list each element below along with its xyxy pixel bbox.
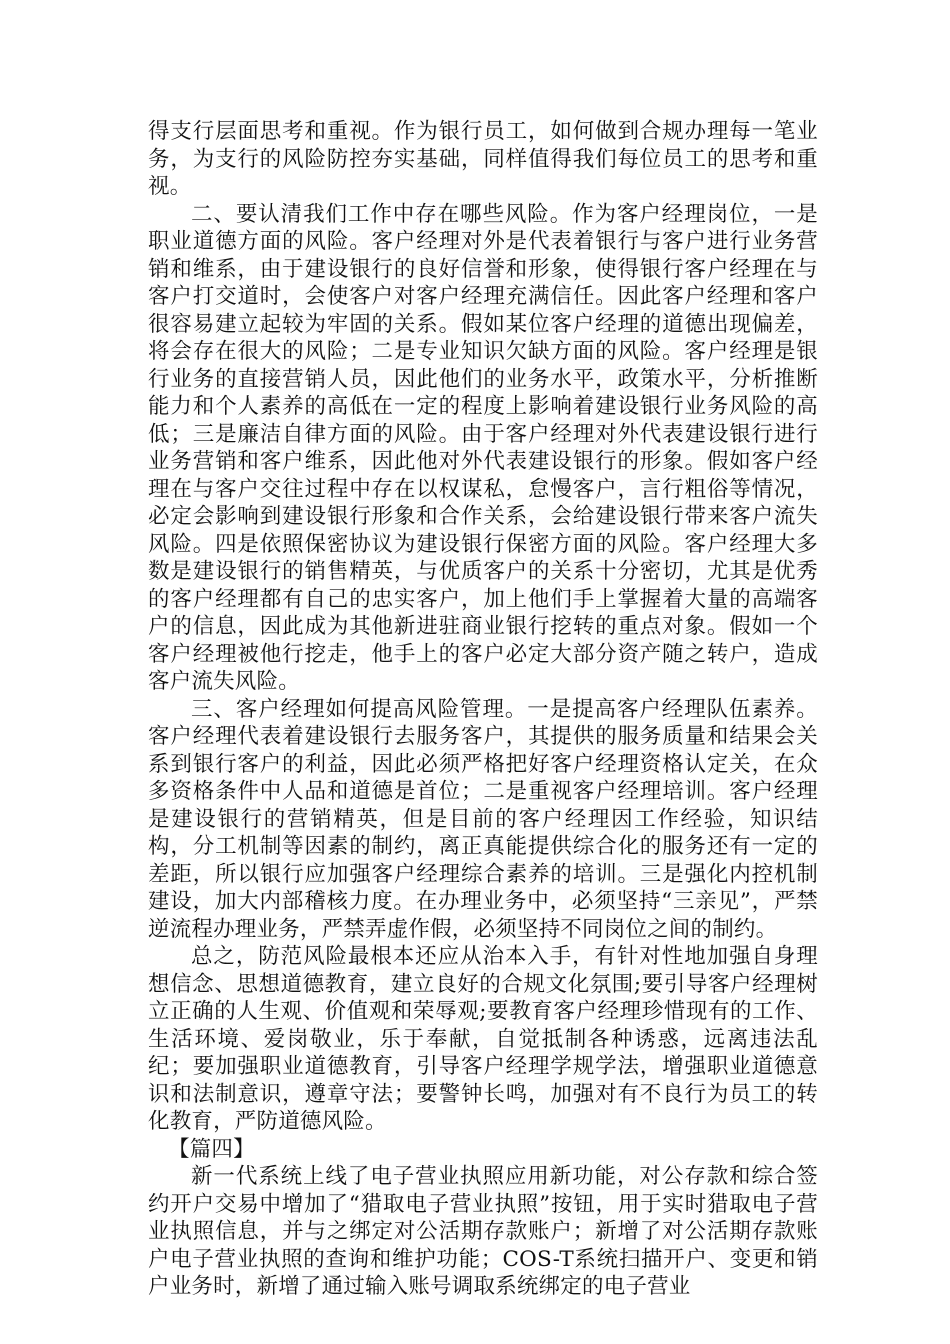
section-heading: 【篇四】	[168, 1136, 255, 1162]
paragraph-e-license: 新一代系统上线了电子营业执照应用新功能，对公存款和综合签约开户交易中增加了“猎取电子营业执照”按钮，用于实时猎取电子营业执照信息，并与之绑定对公活期存款账户；新增了对公活期存款账户电子营业执照的查询和维护功能；COS-T系统扫描开户、变更和销户业务时，新增了通过输入账号调取系统绑定的电子营业	[148, 1164, 818, 1299]
paragraph-intro-continuation: 得支行层面思考和重视。作为银行员工，如何做到合规办理每一笔业务，为支行的风险防控夯实基础，同样值得我们每位员工的思考和重视。	[148, 119, 818, 199]
document-body	[148, 118, 818, 1301]
paragraph-conclusion: 总之，防范风险最根本还应从治本入手，有针对性地加强自身理想信念、思想道德教育，建立良好的合规文化氛围;要引导客户经理树立正确的人生观、价值观和荣辱观;要教育客户经理珍惜现有的工作、生活环境、爱岗敬业，乐于奉献，自觉抵制各种诱惑，远离违法乱纪；要加强职业道德教育，引导客户经理学规学法，增强职业道德意识和法制意识，遵章守法；要警钟长鸣，加强对有不良行为员工的转化教育，严防道德风险。	[148, 944, 818, 1134]
paragraph-risks: 二、要认清我们工作中存在哪些风险。作为客户经理岗位，一是职业道德方面的风险。客户经理对外是代表着银行与客户进行业务营销和维系，由于建设银行的良好信誉和形象，使得银行客户经理在与客户打交道时，会使客户对客户经理充满信任。因此客户经理和客户很容易建立起较为牢固的关系。假如某位客户经理的道德出现偏差，将会存在很大的风险；二是专业知识欠缺方面的风险。客户经理是银行业务的直接营销人员，因此他们的业务水平，政策水平，分析推断能力和个人素养的高低在一定的程度上影响着建设银行业务风险的高低；三是廉洁自律方面的风险。由于客户经理对外代表建设银行进行业务营销和客户维系，因此他对外代表建设银行的形象。假如客户经理在与客户交往过程中存在以权谋私，怠慢客户，言行粗俗等情况，必定会影响到建设银行形象和合作关系，会给建设银行带来客户流失风险。四是依照保密协议为建设银行保密方面的风险。客户经理大多数是建设银行的销售精英，与优质客户的关系十分密切，尤其是优秀的客户经理都有自己的忠实客户，加上他们手上掌握着大量的高端客户的信息，因此成为其他新进驻商业银行挖转的重点对象。假如一个客户经理被他行挖走，他手上的客户必定大部分资产随之转户，造成客户流失风险。	[148, 201, 818, 694]
paragraph-risk-management: 三、客户经理如何提高风险管理。一是提高客户经理队伍素养。客户经理代表着建设银行去服务客户，其提供的服务质量和结果会关系到银行客户的利益，因此必须严格把好客户经理资格认定关，在众多资格条件中人品和道德是首位；二是重视客户经理培训。客户经理是建设银行的营销精英，但是目前的客户经理因工作经验，知识结构，分工机制等因素的制约，离正真能提供综合化的服务还有一定的差距，所以银行应加强客户经理综合素养的培训。三是强化内控机制建设，加大内部稽核力度。在办理业务中，必须坚持“三亲见”，严禁逆流程办理业务，严禁弄虚作假，必须坚持不同岗位之间的制约。	[148, 696, 818, 942]
